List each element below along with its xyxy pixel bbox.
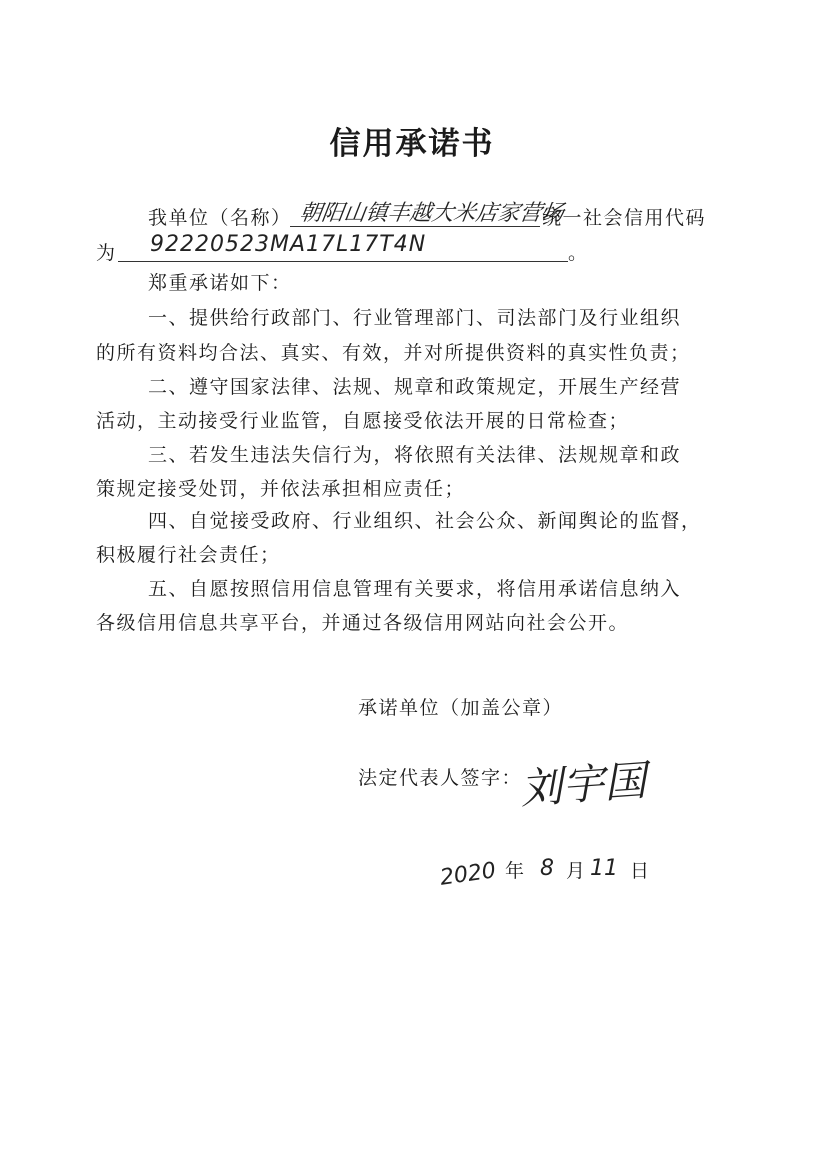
clause-4-line2: 积极履行社会责任； — [96, 544, 281, 566]
date-month-label: 月 — [566, 860, 587, 882]
legal-rep-label: 法定代表人签字： — [358, 767, 523, 789]
date-day-label: 日 — [630, 860, 651, 882]
document-title: 信用承诺书 — [329, 126, 495, 162]
date-month-handwritten: 8 — [540, 856, 554, 881]
clause-2-line2: 活动，主动接受行业监管，自愿接受依法开展的日常检查； — [96, 410, 630, 432]
credit-code-handwritten: 92220523MA17L17T4N — [150, 232, 427, 257]
clause-2-line1: 二、遵守国家法律、法规、规章和政策规定，开展生产经营 — [148, 376, 682, 398]
intro-prefix: 我单位（名称） — [148, 207, 292, 229]
clause-5-line2: 各级信用信息共享平台，并通过各级信用网站向社会公开。 — [96, 612, 630, 634]
clause-3-line1: 三、若发生违法失信行为，将依照有关法律、法规规章和政 — [148, 444, 682, 466]
credit-code-underline — [118, 261, 568, 262]
intro-end: 。 — [568, 242, 589, 264]
clause-5-line1: 五、自愿按照信用信息管理有关要求，将信用承诺信息纳入 — [148, 578, 682, 600]
date-year-handwritten: 2020 — [438, 858, 498, 891]
promise-unit-label: 承诺单位（加盖公章） — [358, 697, 564, 719]
date-year-label: 年 — [505, 860, 526, 882]
clause-3-line2: 策规定接受处罚，并依法承担相应责任； — [96, 478, 466, 500]
legal-rep-signature: 刘宇国 — [518, 755, 648, 814]
clause-4-line1: 四、自觉接受政府、行业组织、社会公众、新闻舆论的监督， — [148, 510, 702, 532]
clause-1-line1: 一、提供给行政部门、行业管理部门、司法部门及行业组织 — [148, 307, 682, 329]
clause-1-line2: 的所有资料均合法、真实、有效，并对所提供资料的真实性负责； — [96, 342, 691, 364]
promise-lead: 郑重承诺如下： — [148, 272, 292, 294]
intro-middle: 统一社会信用代码 — [542, 207, 707, 229]
intro-for: 为 — [96, 242, 117, 264]
date-day-handwritten: 11 — [590, 856, 618, 881]
company-name-handwritten: 朝阳山镇丰越大米店家营场 — [297, 201, 566, 226]
